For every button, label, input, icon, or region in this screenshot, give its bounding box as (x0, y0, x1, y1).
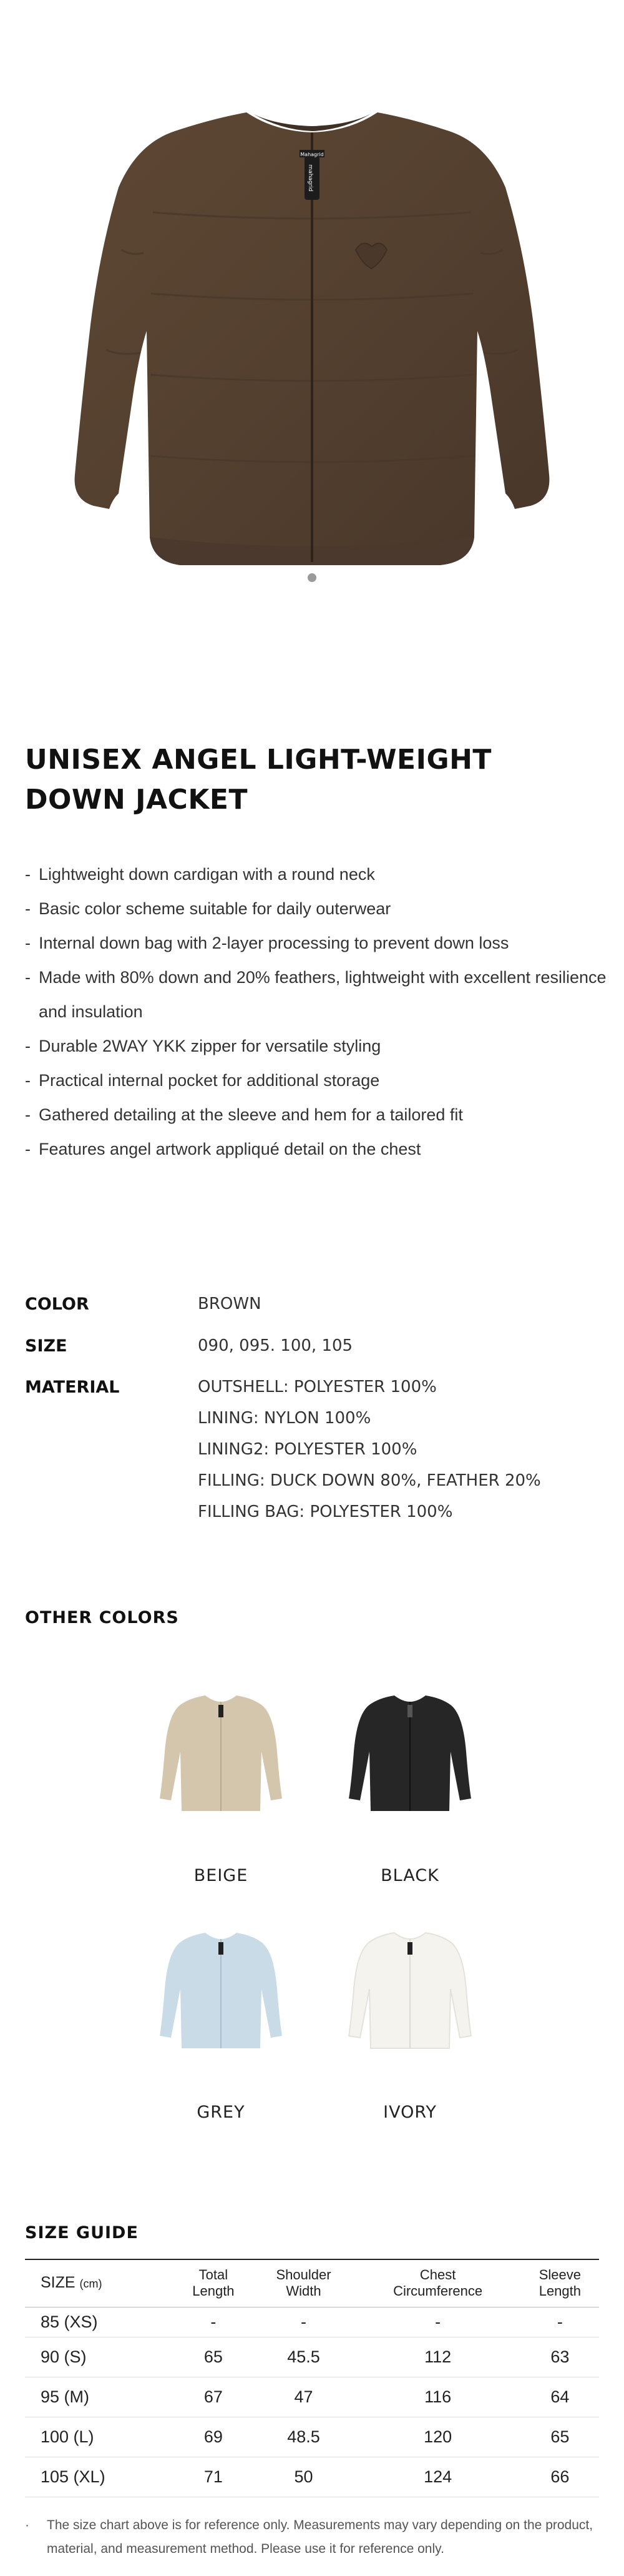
spec-size-label: SIZE (25, 1336, 67, 1356)
header-size: SIZE (cm) (25, 2259, 174, 2307)
spec-color-label: COLOR (25, 1295, 89, 1314)
color-label-grey[interactable]: GREY (197, 2103, 245, 2122)
brown-jacket-illustration (0, 0, 624, 649)
description-item: - Made with 80% down and 20% feathers, lightweight with excellent resilience and insulation (25, 960, 612, 1029)
product-image (0, 0, 624, 649)
size-guide-note: · The size chart above is for reference only. Measurements may vary depending on the product, material, and measurement method. Please use it for reference only. (25, 2514, 605, 2561)
table-row: 90 (S) 65 45.5 112 63 (25, 2337, 599, 2377)
description-item: - Practical internal pocket for additional storage (25, 1063, 612, 1098)
header-sleeve-length: Sleeve Length (521, 2259, 599, 2307)
spec-size-value: 090, 095. 100, 105 (198, 1336, 353, 1355)
product-description-list (25, 857, 612, 1167)
black-jacket-thumbnail (335, 1677, 485, 1827)
color-swatch-grey[interactable] (146, 1914, 296, 2064)
header-shoulder-width: Shoulder Width (253, 2259, 355, 2307)
description-item: - Gathered detailing at the sleeve and hem for a tailored fit (25, 1098, 612, 1132)
header-total-length: Total Length (174, 2259, 252, 2307)
material-line: LINING2: POLYESTER 100% (198, 1440, 417, 1459)
svg-text:mahagrid: mahagrid (307, 164, 313, 192)
color-swatch-ivory[interactable] (335, 1914, 485, 2064)
product-title: UNISEX ANGEL LIGHT-WEIGHT DOWN JACKET (25, 744, 492, 816)
spec-material-values (198, 1378, 541, 1527)
size-table-header (25, 2259, 599, 2307)
size-guide-table (25, 2259, 599, 2497)
description-item: - Basic color scheme suitable for daily outerwear (25, 892, 612, 926)
description-item: - Internal down bag with 2-layer processing to prevent down loss (25, 926, 612, 960)
table-row: 95 (M) 67 47 116 64 (25, 2377, 599, 2417)
material-line: OUTSHELL: POLYESTER 100% (198, 1378, 437, 1396)
svg-text:Mahagrid: Mahagrid (300, 152, 324, 157)
size-guide-title: SIZE GUIDE (25, 2223, 139, 2243)
description-item: - Features angel artwork appliqué detail on the chest (25, 1132, 612, 1167)
other-colors-title: OTHER COLORS (25, 1608, 179, 1627)
color-swatch-beige[interactable] (146, 1677, 296, 1827)
spec-material-label: MATERIAL (25, 1378, 120, 1397)
material-line: FILLING BAG: POLYESTER 100% (198, 1503, 453, 1521)
header-chest-circumference: Chest Circumference (354, 2259, 520, 2307)
color-label-ivory[interactable]: IVORY (383, 2103, 437, 2122)
beige-jacket-thumbnail (146, 1677, 296, 1827)
table-row: 105 (XL) 71 50 124 66 (25, 2457, 599, 2497)
color-label-black[interactable]: BLACK (381, 1866, 439, 1885)
material-line: FILLING: DUCK DOWN 80%, FEATHER 20% (198, 1471, 541, 1490)
spec-color-value: BROWN (198, 1295, 261, 1313)
description-item: - Lightweight down cardigan with a round neck (25, 857, 612, 892)
table-row: 100 (L) 69 48.5 120 65 (25, 2417, 599, 2457)
ivory-jacket-thumbnail (335, 1914, 485, 2064)
description-item: - Durable 2WAY YKK zipper for versatile styling (25, 1029, 612, 1063)
color-swatch-black[interactable] (335, 1677, 485, 1827)
grey-jacket-thumbnail (146, 1914, 296, 2064)
table-row: 85 (XS) - - - - (25, 2307, 599, 2337)
color-label-beige[interactable]: BEIGE (193, 1866, 248, 1885)
material-line: LINING: NYLON 100% (198, 1409, 371, 1428)
